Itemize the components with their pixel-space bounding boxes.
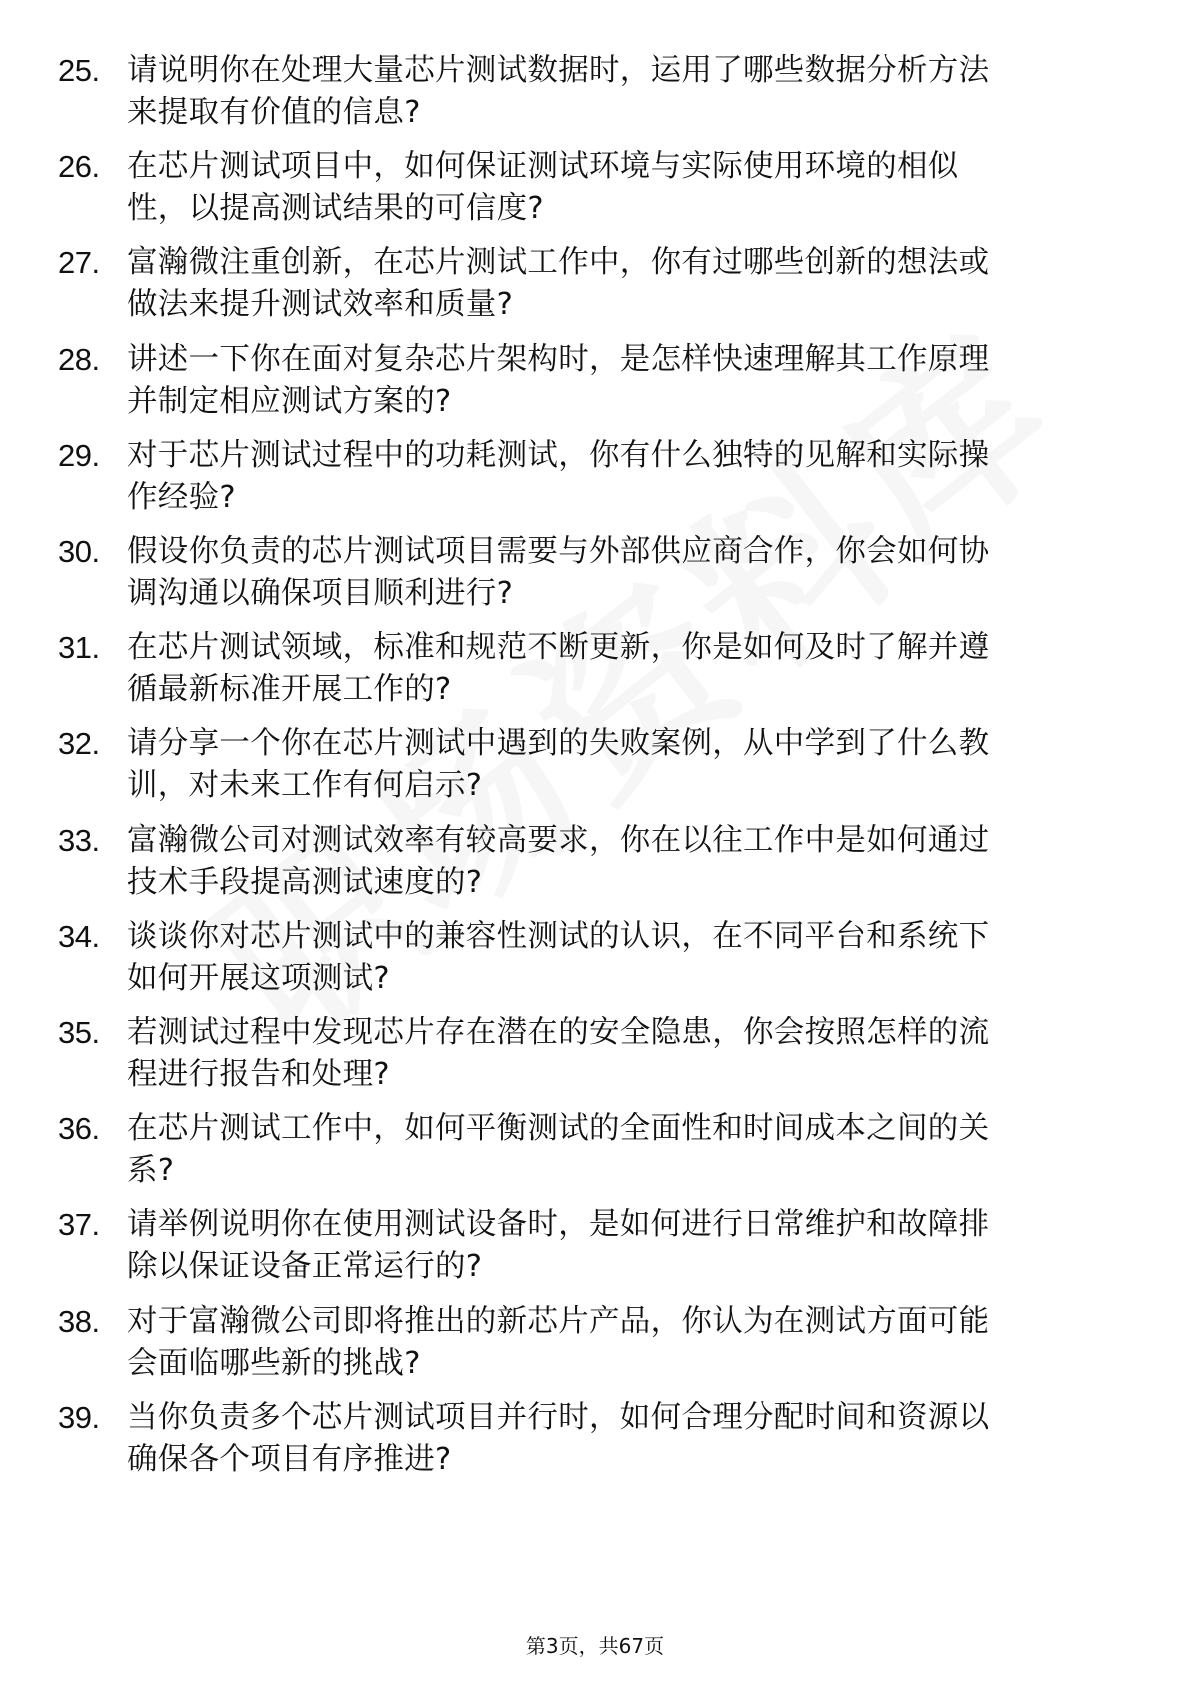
question-text-line: 富瀚微注重创新，在芯片测试工作中，你有过哪些创新的想法或 bbox=[127, 245, 990, 281]
question-text-line: 在芯片测试项目中，如何保证测试环境与实际使用环境的相似 bbox=[127, 149, 959, 185]
question-number: 29. bbox=[58, 437, 100, 473]
question-text-line: 请分享一个你在芯片测试中遇到的失败案例，从中学到了什么教 bbox=[127, 726, 990, 762]
question-number: 39. bbox=[58, 1399, 100, 1435]
question-text-line: 确保各个项目有序推进? bbox=[127, 1441, 452, 1477]
question-text-line: 谈谈你对芯片测试中的兼容性测试的认识，在不同平台和系统下 bbox=[127, 918, 990, 954]
question-text-line: 系? bbox=[127, 1153, 175, 1189]
question-text-line: 对于富瀚微公司即将推出的新芯片产品，你认为在测试方面可能 bbox=[127, 1303, 990, 1339]
question-text-line: 若测试过程中发现芯片存在潜在的安全隐患，你会按照怎样的流 bbox=[127, 1015, 990, 1050]
question-text-line: 技术手段提高测试速度的? bbox=[127, 864, 483, 900]
page-footer: 第3页，共67页 bbox=[525, 1634, 665, 1658]
question-number: 38. bbox=[58, 1303, 100, 1339]
question-text-line: 当你负责多个芯片测试项目并行时，如何合理分配时间和资源以 bbox=[127, 1399, 990, 1435]
question-text-line: 假设你负责的芯片测试项目需要与外部供应商合作，你会如何协 bbox=[127, 534, 990, 569]
question-number: 26. bbox=[58, 149, 100, 185]
question-number: 37. bbox=[58, 1207, 100, 1243]
question-text-line: 除以保证设备正常运行的? bbox=[127, 1249, 483, 1285]
question-text-line: 作经验? bbox=[127, 479, 236, 515]
question-number: 34. bbox=[58, 918, 100, 954]
question-text-line: 并制定相应测试方案的? bbox=[127, 383, 452, 419]
question-text-line: 富瀚微公司对测试效率有较高要求，你在以往工作中是如何通过 bbox=[127, 822, 990, 858]
question-text-line: 请举例说明你在使用测试设备时，是如何进行日常维护和故障排 bbox=[127, 1207, 990, 1243]
question-text-line: 程进行报告和处理? bbox=[127, 1057, 390, 1092]
question-text-line: 如何开展这项测试? bbox=[127, 960, 390, 996]
question-number: 25. bbox=[58, 53, 100, 88]
question-text-line: 调沟通以确保项目顺利进行? bbox=[127, 576, 514, 611]
question-number: 28. bbox=[58, 341, 100, 377]
question-text-line: 对于芯片测试过程中的功耗测试，你有什么独特的见解和实际操 bbox=[127, 437, 990, 473]
question-number: 30. bbox=[58, 534, 100, 569]
question-number: 32. bbox=[58, 726, 100, 762]
question-text-line: 循最新标准开展工作的? bbox=[127, 672, 452, 708]
question-number: 35. bbox=[58, 1015, 100, 1050]
question-number: 31. bbox=[58, 630, 100, 666]
question-number: 27. bbox=[58, 245, 100, 281]
question-number: 33. bbox=[58, 822, 100, 858]
question-number: 36. bbox=[58, 1111, 100, 1147]
question-text-line: 讲述一下你在面对复杂芯片架构时，是怎样快速理解其工作原理 bbox=[127, 341, 990, 377]
question-text-line: 来提取有价值的信息? bbox=[127, 95, 421, 130]
question-text-line: 性，以提高测试结果的可信度? bbox=[127, 191, 544, 227]
question-text-line: 训，对未来工作有何启示? bbox=[127, 768, 483, 804]
question-text-line: 在芯片测试领域，标准和规范不断更新，你是如何及时了解并遵 bbox=[127, 630, 990, 666]
question-text-line: 在芯片测试工作中，如何平衡测试的全面性和时间成本之间的关 bbox=[127, 1111, 990, 1147]
question-text-line: 做法来提升测试效率和质量? bbox=[127, 287, 514, 323]
question-text-line: 会面临哪些新的挑战? bbox=[127, 1345, 421, 1381]
question-text-line: 请说明你在处理大量芯片测试数据时，运用了哪些数据分析方法 bbox=[127, 53, 990, 88]
